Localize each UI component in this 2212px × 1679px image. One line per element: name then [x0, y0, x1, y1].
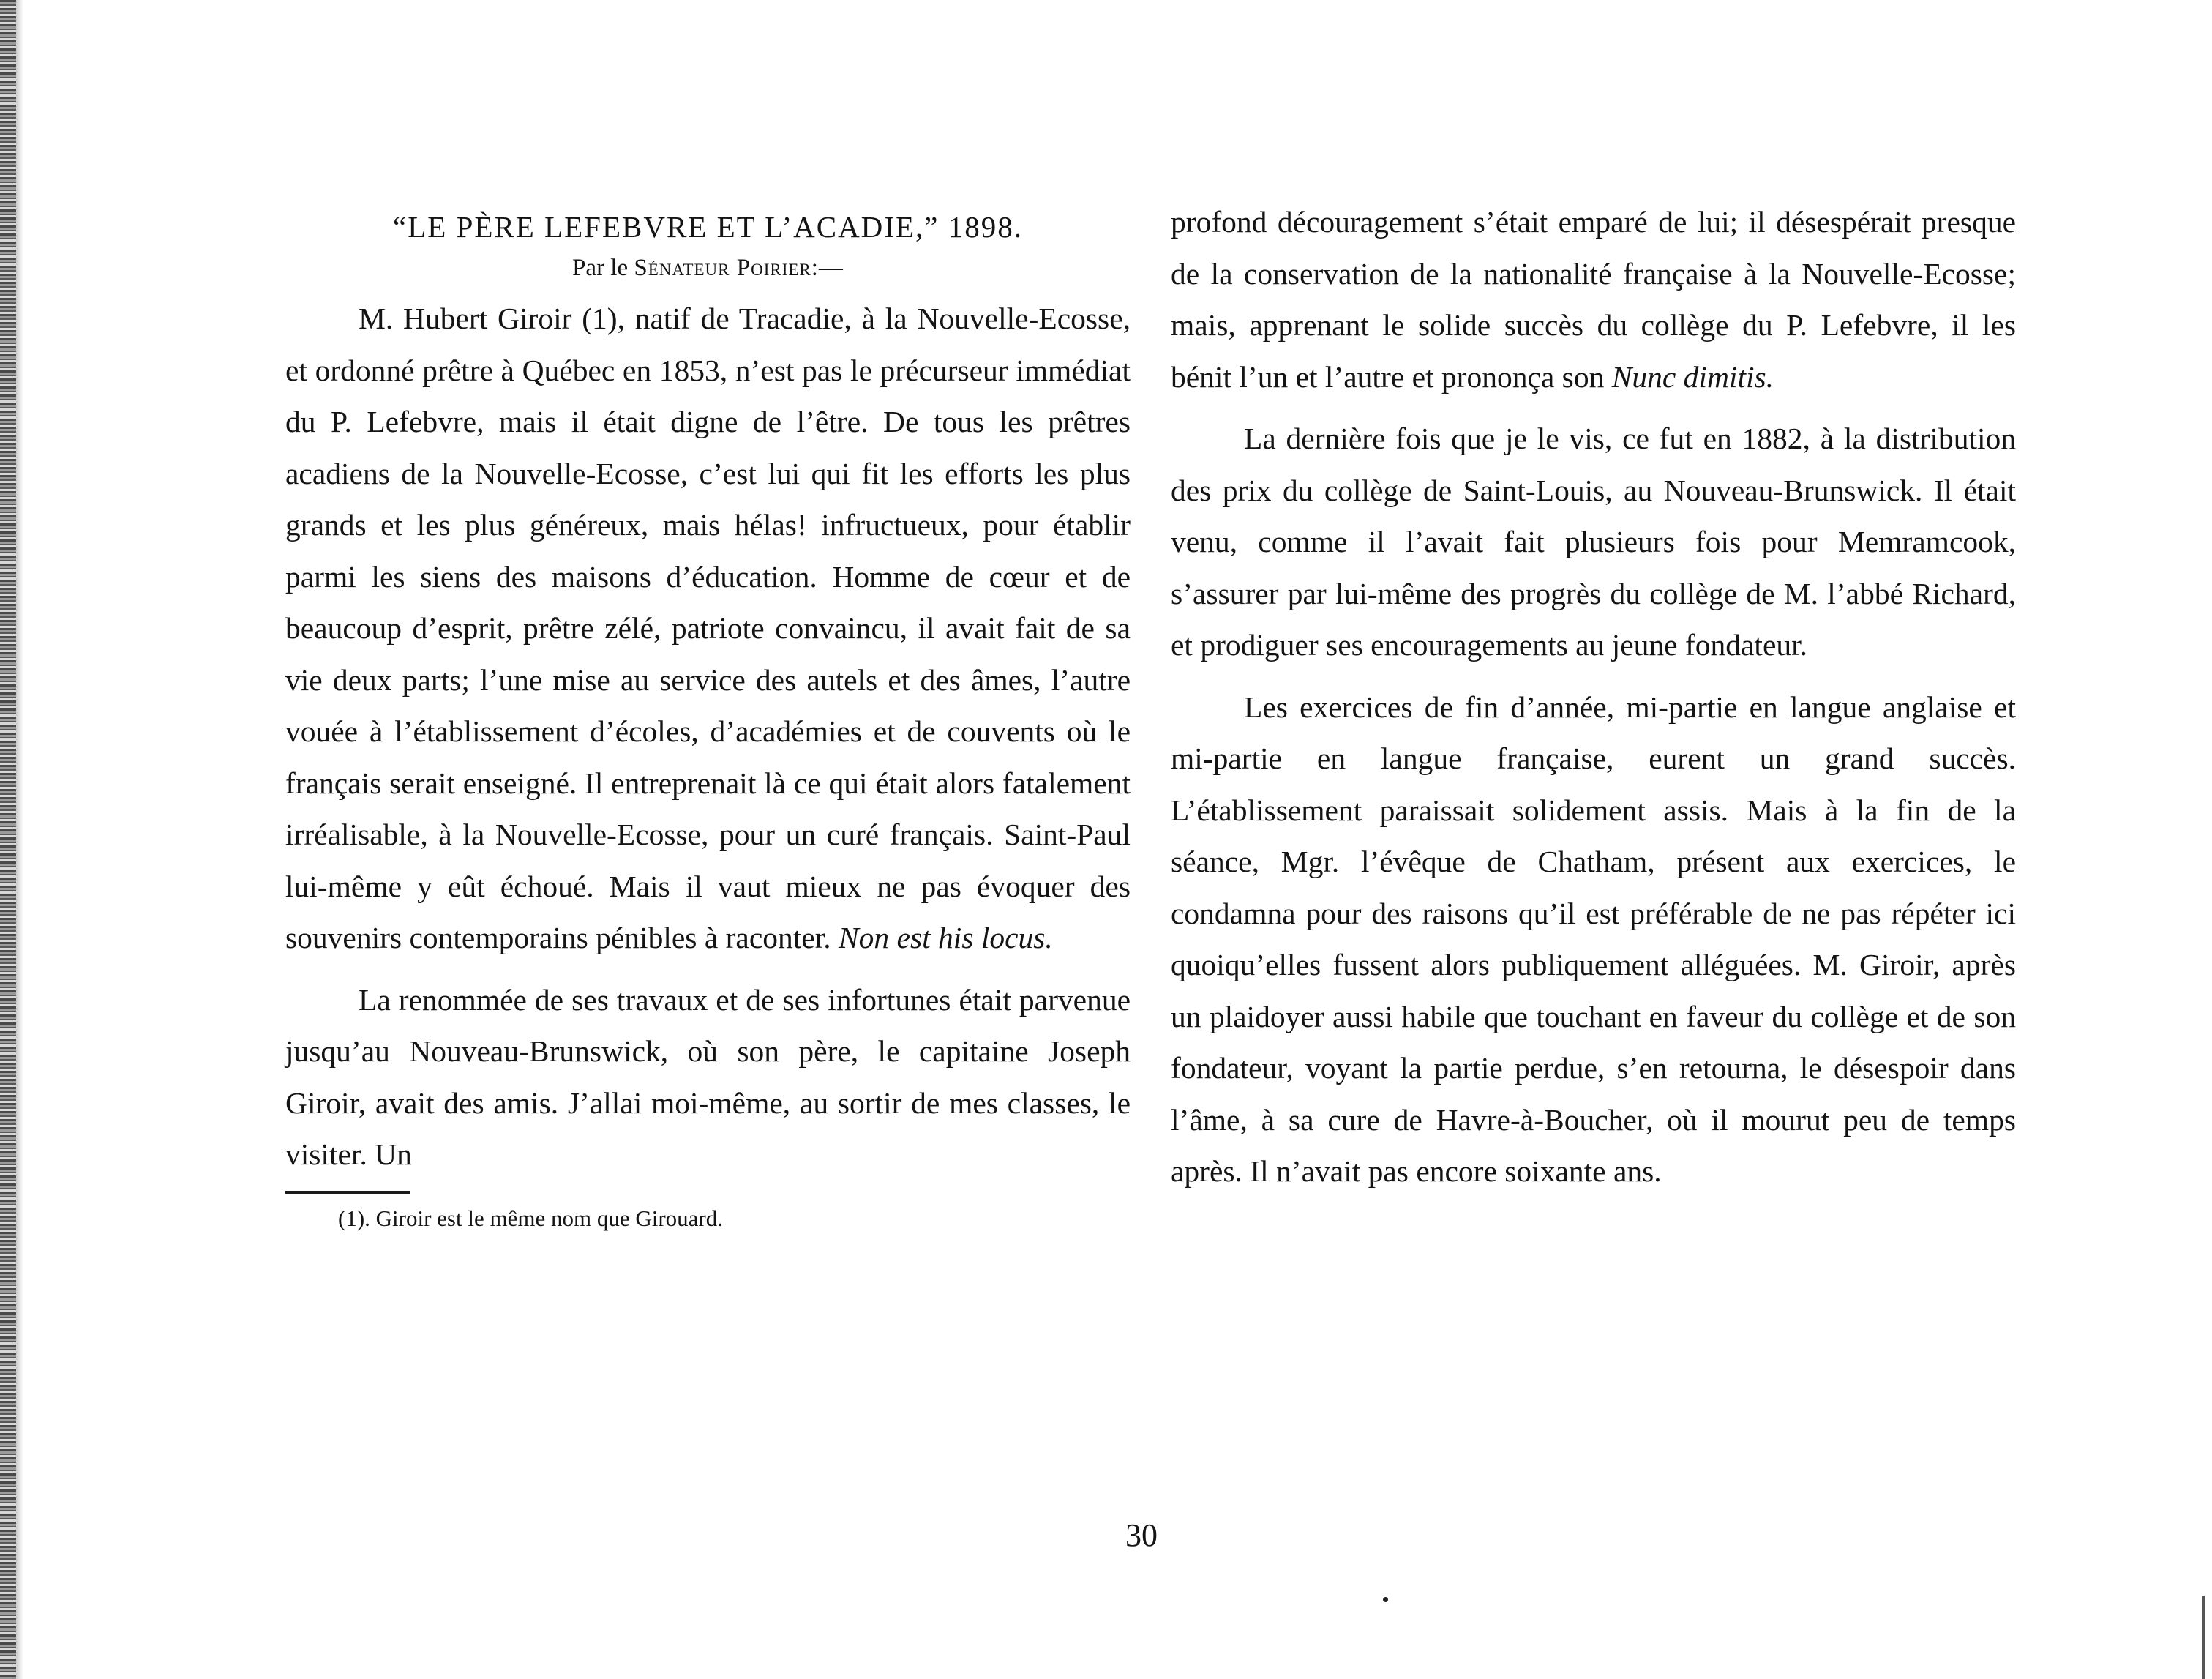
right-column — [1171, 196, 2016, 1208]
paragraph-2-continued — [1171, 196, 2016, 403]
paragraph-1 — [285, 293, 1131, 964]
byline-prefix: Par le — [572, 255, 629, 281]
paragraph-1-text: M. Hubert Giroir (1), natif de Tracadie, à la Nouvelle-Ecosse, et ordonné prêtre à Québec en 1853, n’est pas le précurseur immédiat du P. Lefebvre, mais il était digne de l’être. De tous les prêtres acadiens de la Nouvelle-Ecosse, c’est lui qui fit les efforts les plus grands et les plus généreux, mais hélas! infructueux, pour établir parmi les siens des maisons d’éducation. Homme de cœur et de beaucoup d’esprit, prêtre zélé, patriote convaincu, il avait fait de sa vie deux parts; l’une mise au service des autels et des âmes, l’autre vouée à l’établissement d’écoles, d’académies et de couvents où le français serait enseigné. Il entreprenait là ce qui était alors fatalement irréalisable, à la Nouvelle-Ecosse, pour un curé français. Saint-Paul lui-même y eût échoué. Mais il vaut mieux ne pas évoquer des souvenirs contemporains pénibles à raconter. — [285, 302, 1131, 954]
latin-phrase-nunc-dimitis: Nunc dimitis. — [1611, 359, 1774, 394]
footnote: (1). Giroir est le même nom que Girouard. — [338, 1205, 723, 1231]
scan-right-edge — [2202, 1596, 2205, 1679]
paragraph-2-continued-text: profond découragement s’était emparé de lui; il désespérait presque de la conservation de la nationalité française à la Nouvelle-Ecosse; mais, apprenant le solide succès du collège du P. Lefebvre, il les bénit l’un et l’autre et prononça son — [1171, 205, 2016, 394]
ink-speck — [1383, 1597, 1388, 1602]
article-byline — [285, 249, 1131, 287]
paragraph-2: La renommée de ses travaux et de ses infortunes était parvenue jusqu’au Nouveau-Brunswick, où son père, le capitaine Joseph Giroir, avait des amis. J’allai moi-même, au sortir de mes classes, le visiter. Un — [285, 982, 1131, 1171]
article-title: “LE PÈRE LEFEBVRE ET L’ACADIE,” 1898. — [393, 210, 1023, 244]
footnote-rule — [285, 1191, 410, 1194]
paragraph-4: Les exercices de fin d’année, mi-partie en langue anglaise et mi-partie en langue française, eurent un grand succès. L’établissement paraissait solidement assis. Mais à la fin de la séance, Mgr. l’évêque de Chatham, présent aux exercices, le condamna pour des raisons qu’il est préférable de ne pas répéter ici quoiqu’elles fussent alors publiquement alléguées. M. Giroir, après un plaidoyer aussi habile que touchant en faveur du collège et de son fondateur, voyant la partie perdue, s’en retourna, le désespoir dans l’âme, à sa cure de Havre-à-Boucher, où il mourut peu de temps après. Il n’avait pas encore soixante ans. — [1171, 689, 2016, 1188]
paragraph-3: La dernière fois que je le vis, ce fut en 1882, à la distribution des prix du collège de Saint-Louis, au Nouveau-Brunswick. Il était venu, comme il l’avait fait plusieurs fois pour Memramcook, s’assurer par lui-même des progrès du collège de M. l’abbé Richard, et prodiguer ses encouragements au jeune fondateur. — [1171, 422, 2016, 662]
left-column — [285, 196, 1131, 1235]
scan-binding-edge — [0, 0, 16, 1679]
latin-phrase-non-est: Non est his locus. — [839, 921, 1053, 954]
byline-author: Sénateur Poirier:— — [634, 255, 844, 281]
page-number: 30 — [1125, 1517, 1158, 1553]
